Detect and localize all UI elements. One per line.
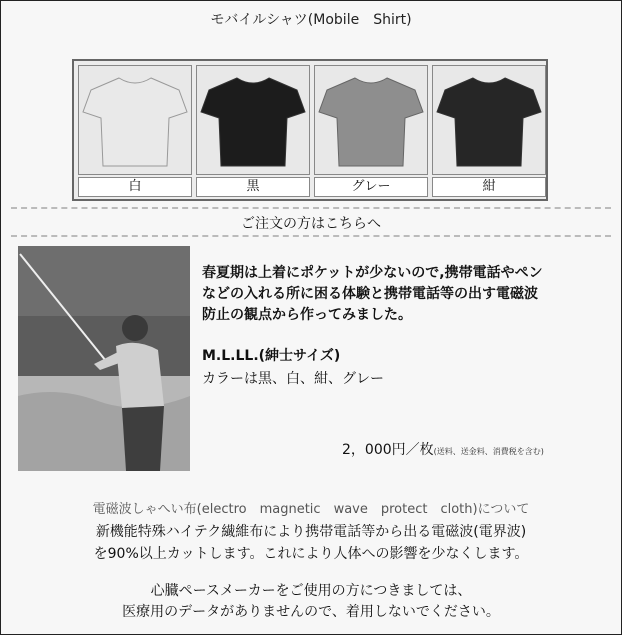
em-cloth-heading: 電磁波しゃへい布(electro magnetic wave protect cloth)について xyxy=(92,502,530,517)
order-link[interactable]: ご注文の方はこちらへ xyxy=(241,216,381,232)
pacemaker-warning xyxy=(1,581,621,623)
man-fishing-photo xyxy=(18,246,190,471)
color-info: カラーは黒、白、紺、グレー xyxy=(202,371,384,387)
shirt-label-black: 黒 xyxy=(196,177,310,197)
product-title: モバイルシャツ(Mobile Shirt) xyxy=(210,12,412,28)
shirt-color-table xyxy=(72,59,548,201)
shirt-image-gray xyxy=(314,65,428,175)
description-line: 春夏期は上着にポケットが少ないので,携帯電話やペン xyxy=(202,265,543,281)
price-value: 2，000円／枚 xyxy=(342,442,434,458)
product-photo xyxy=(18,246,190,471)
em-cloth-description xyxy=(1,521,621,565)
description-line: 防止の観点から作ってみました。 xyxy=(202,307,412,323)
shirt-image-navy xyxy=(432,65,546,175)
em-description-line: 新機能特殊ハイテク繊維布により携帯電話等から出る電磁波(電界波) xyxy=(95,524,527,540)
tshirt-navy-icon xyxy=(433,66,545,174)
warning-line: 心臓ペースメーカーをご使用の方につきましては、 xyxy=(150,583,472,599)
price xyxy=(342,439,544,459)
description-line: などの入れる所に困る体験と携帯電話等の出す電磁波 xyxy=(202,286,538,302)
tshirt-white-icon xyxy=(79,66,191,174)
price-note: (送料、送金料、消費税を含む) xyxy=(433,447,544,456)
divider xyxy=(11,207,611,209)
tshirt-black-icon xyxy=(197,66,309,174)
em-description-line: を90%以上カットします。これにより人体への影響を少なくします。 xyxy=(93,546,529,562)
size-info: M.L.LL.(紳士サイズ) xyxy=(202,348,341,364)
shirt-label-navy: 紺 xyxy=(432,177,546,197)
shirt-label-white: 白 xyxy=(78,177,192,197)
shirt-image-white xyxy=(78,65,192,175)
shirt-label-gray: グレー xyxy=(314,177,428,197)
warning-line: 医療用のデータがありませんので、着用しないでください。 xyxy=(122,604,500,620)
product-description xyxy=(202,263,612,326)
tshirt-gray-icon xyxy=(315,66,427,174)
divider xyxy=(11,235,611,237)
shirt-image-black xyxy=(196,65,310,175)
